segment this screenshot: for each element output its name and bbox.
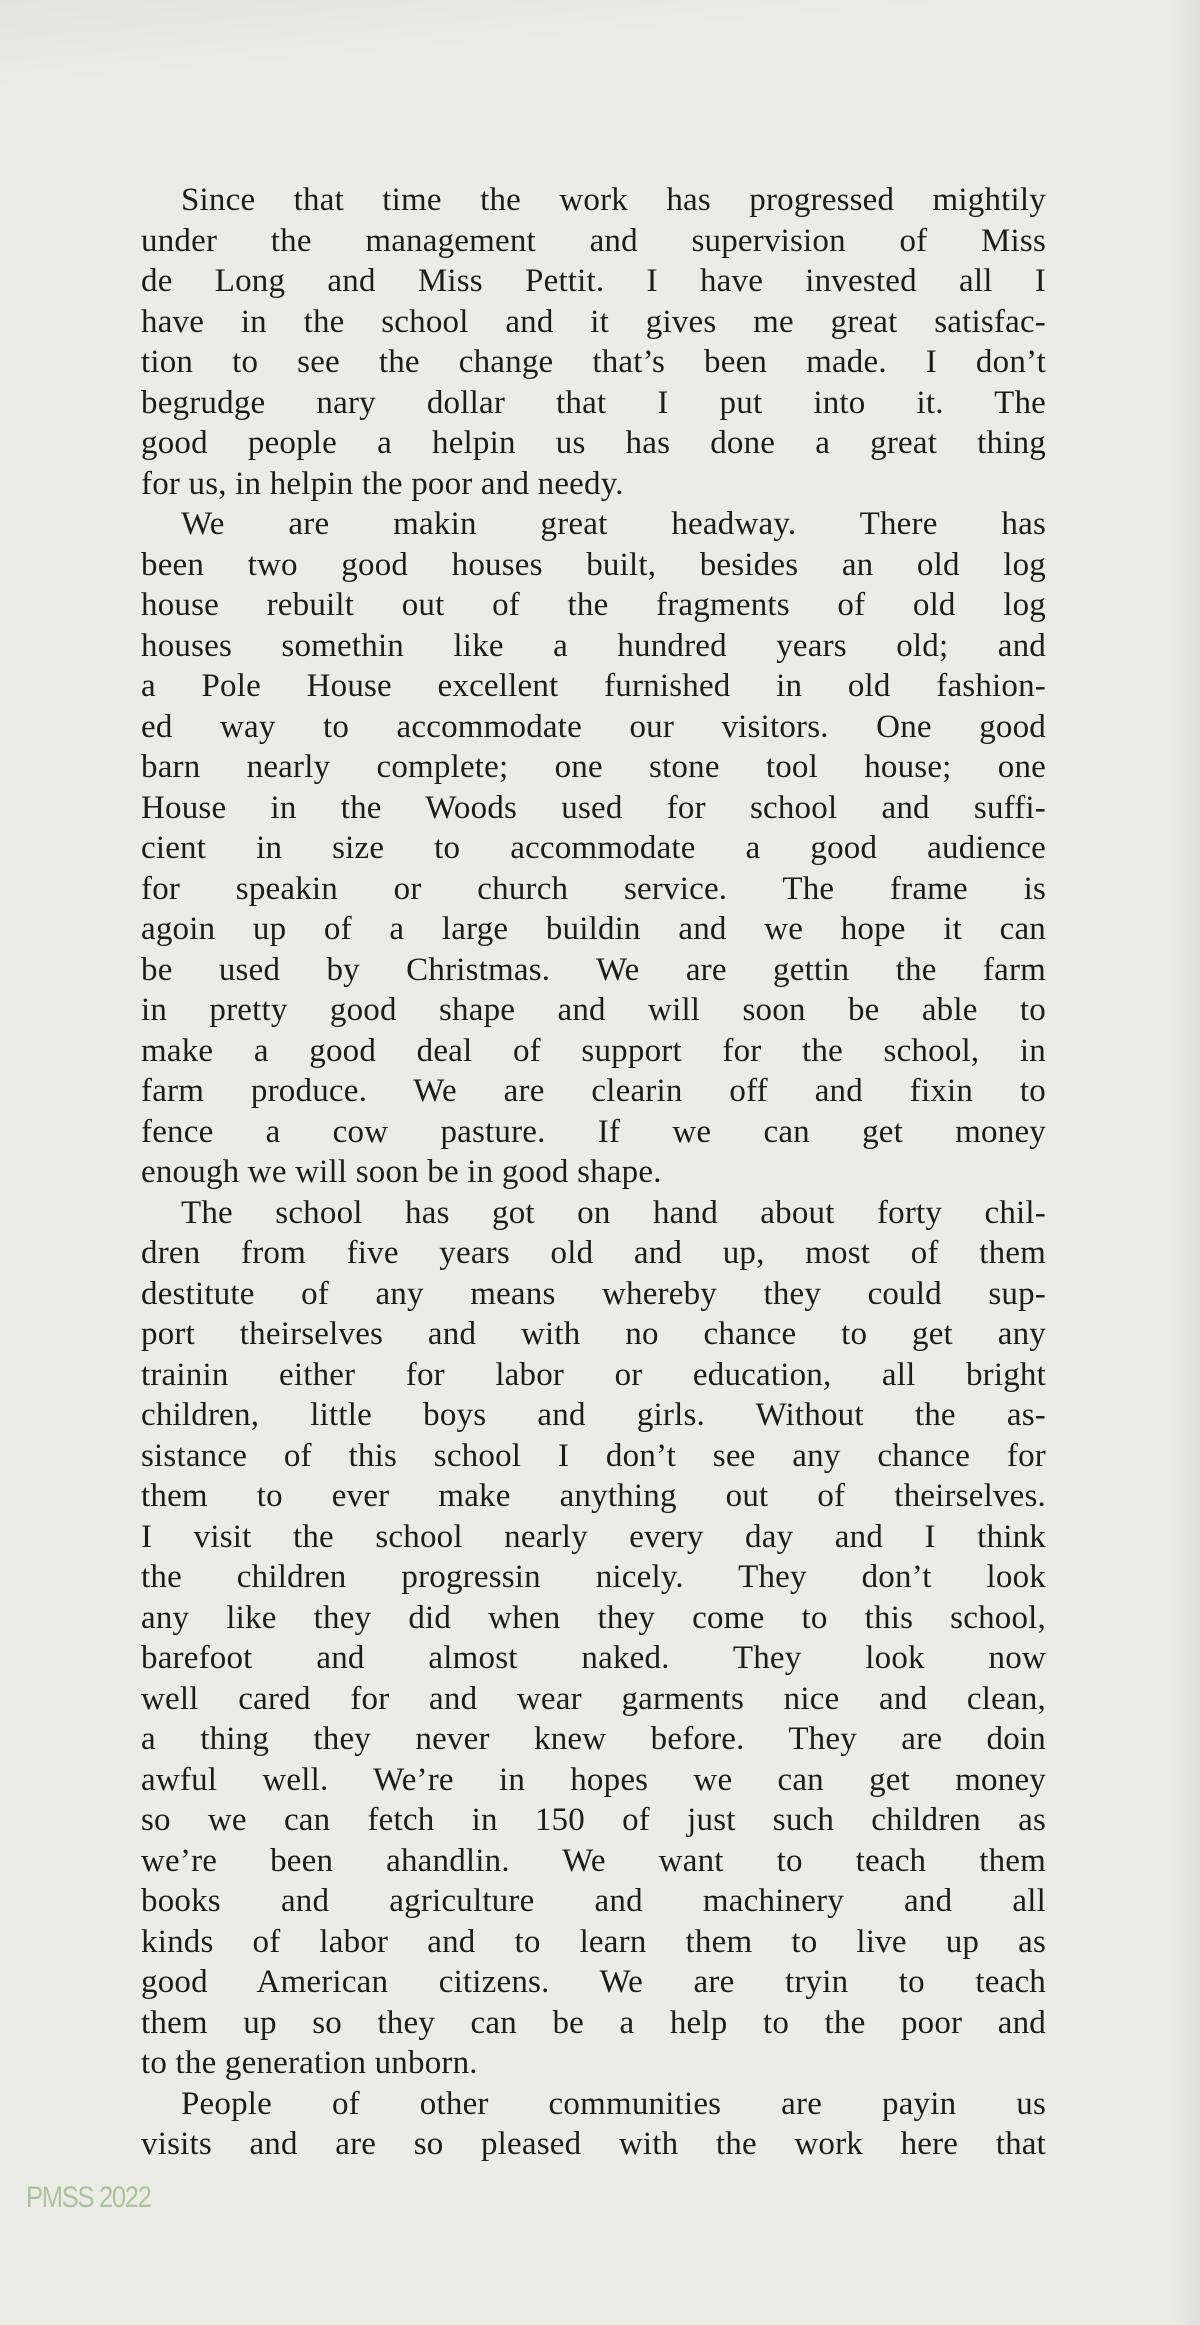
- text-line: Since that time the work has progressed mightily: [181, 182, 1046, 218]
- text-line: in pretty good shape and will soon be able to: [141, 992, 1046, 1028]
- text-line: visits and are so pleased with the work here that: [141, 2126, 1046, 2162]
- text-line: have in the school and it gives me great satisfac-: [141, 303, 1046, 340]
- text-line: destitute of any means whereby they could sup-: [141, 1275, 1046, 1312]
- text-line: tion to see the change that’s been made. I don’t: [141, 344, 1046, 380]
- text-line: port theirselves and with no chance to get any: [141, 1316, 1046, 1352]
- text-line: for us, in helpin the poor and needy.: [141, 465, 624, 502]
- text-line: any like they did when they come to this school,: [141, 1599, 1046, 1636]
- text-line: fence a cow pasture. If we can get money: [141, 1113, 1046, 1150]
- text-line: farm produce. We are clearin off and fixin to: [141, 1073, 1046, 1109]
- text-line: agoin up of a large buildin and we hope it can: [141, 911, 1046, 947]
- text-line: begrudge nary dollar that I put into it. The: [141, 384, 1046, 421]
- text-line: cient in size to accommodate a good audience: [141, 830, 1046, 866]
- text-line: trainin either for labor or education, all bright: [141, 1356, 1046, 1393]
- text-line: the children progressin nicely. They don’t look: [141, 1559, 1046, 1595]
- text-line: children, little boys and girls. Without the as-: [141, 1397, 1046, 1433]
- text-line: been two good houses built, besides an old log: [141, 546, 1046, 583]
- text-line: good people a helpin us has done a great thing: [141, 425, 1046, 461]
- paragraph: [141, 504, 1046, 1193]
- text-line: house rebuilt out of the fragments of old log: [141, 587, 1046, 623]
- text-line: to the generation unborn.: [141, 2045, 478, 2081]
- text-line: well cared for and wear garments nice and clean,: [141, 1680, 1046, 1717]
- text-line: I visit the school nearly every day and I think: [141, 1518, 1046, 1555]
- text-line: People of other communities are payin us: [181, 2085, 1046, 2122]
- text-line: under the management and supervision of Miss: [141, 222, 1046, 259]
- text-line: be used by Christmas. We are gettin the farm: [141, 951, 1046, 988]
- text-line: a thing they never knew before. They are doin: [141, 1721, 1046, 1757]
- text-line: kinds of labor and to learn them to live up as: [141, 1923, 1046, 1960]
- paragraph: [141, 180, 1046, 504]
- text-line: good American citizens. We are tryin to teach: [141, 1964, 1046, 2000]
- text-line: barefoot and almost naked. They look now: [141, 1640, 1046, 1676]
- text-line: The school has got on hand about forty chil-: [181, 1194, 1046, 1231]
- text-line: for speakin or church service. The frame is: [141, 870, 1046, 907]
- text-line: them to ever make anything out of theirselves.: [141, 1478, 1046, 1514]
- text-line: barn nearly complete; one stone tool house; one: [141, 749, 1046, 785]
- text-line: houses somethin like a hundred years old; and: [141, 627, 1046, 664]
- text-line: de Long and Miss Pettit. I have invested all I: [141, 263, 1046, 299]
- text-line: a Pole House excellent furnished in old fashion-: [141, 668, 1046, 704]
- text-line: so we can fetch in 150 of just such children as: [141, 1802, 1046, 1838]
- text-line: We are makin great headway. There has: [181, 506, 1046, 542]
- paragraph: [141, 2084, 1046, 2165]
- text-line: House in the Woods used for school and suffi-: [141, 789, 1046, 826]
- text-line: awful well. We’re in hopes we can get money: [141, 1761, 1046, 1798]
- watermark: PMSS 2022: [26, 2181, 151, 2214]
- text-line: books and agriculture and machinery and all: [141, 1883, 1046, 1919]
- text-line: dren from five years old and up, most of them: [141, 1235, 1046, 1271]
- text-line: enough we will soon be in good shape.: [141, 1154, 662, 1190]
- text-line: we’re been ahandlin. We want to teach them: [141, 1842, 1046, 1879]
- text-line: sistance of this school I don’t see any chance for: [141, 1437, 1046, 1474]
- paragraph: [141, 1193, 1046, 2084]
- page-body-text: [141, 180, 1046, 2165]
- text-line: ed way to accommodate our visitors. One good: [141, 708, 1046, 745]
- text-line: them up so they can be a help to the poor and: [141, 2004, 1046, 2041]
- text-line: make a good deal of support for the school, in: [141, 1032, 1046, 1069]
